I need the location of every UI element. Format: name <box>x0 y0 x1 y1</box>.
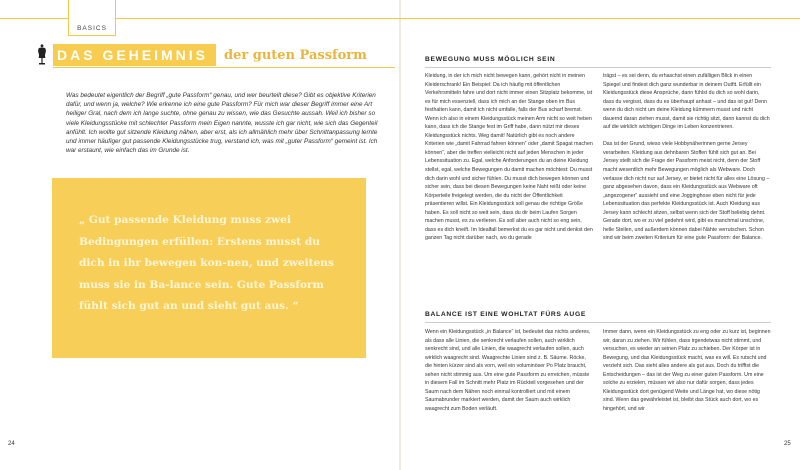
body-paragraph: Kleidung, in der ich mich nicht bewegen kann, gehört nicht in meinen Kleiderschrank! Ein Beispiel: Da ich häufig mit öffentlichen Verkehrsmitteln fahre und dort nicht immer einen Sitzplatz bekomme, ist es für mich essenziell, dass ich mich an der Stange oben im Bus festhalten kann, damit ich nicht umfalle, falls der Bus scharf bremst. Wenn ich also in einem Kleidungsstück meinen Arm nicht so weit heben kann, dass ich die Stange fest im Griff habe, dann nützt mir dieses Kleidungsstück nichts. Weg damit! Natürlich gibt es noch andere Kriterien wie „damit Fahrrad fahren können“ oder „damit Spagat machen können“, aber die treffen vielleicht nicht auf jeden Menschen in jeder Lebenssituation zu. Egal, welche Anforderungen du an deine Kleidung stellst, egal, welche Bewegungen du damit machen möchtest: Du musst dich darin wohl und sicher fühlen. Du musst dich bewegen können und sicher sein, dass bei diesen Bewegungen keine Naht reißt oder keine Körperteile freigelegt werden, die du nicht der Öffentlichkeit präsentieren willst. Ein Kleidungsstück soll genau die richtige Größe haben. Es soll nicht so weit sein, dass du dir beim Laufen Sorgen machen musst, es zu verlieren. Es soll aber auch nicht so eng sein, dass es dich kneift. Im Idealfall bemerkst du es gar nicht und denkst den ganzen Tag nicht darüber nach, wo du gerade <box>425 73 593 242</box>
section-heading: BALANCE IST EINE WOHLTAT FÜRS AUGE <box>425 311 587 318</box>
header-rule <box>116 18 800 19</box>
section-label: BASICS <box>77 25 107 32</box>
body-paragraph: trägst – es sei denn, du erhaschst einen zufälligen Blick in einen Spiegel und findest dich ganz wunderbar in deinem Outfit. Erfüllt ein Kleidungsstück diese Ansprüche, dann fühlst du dich so wohl darin, dass du vergisst, dass du es überhaupt anhast – und das ist gut! Denn wenn du dich nicht um deine Kleidung kümmern musst und nicht dauernd daran ziehen musst, damit sie richtig sitzt, dann kannst du dich auf die wirklich wichtigen Dinge im Leben konzentrieren. <box>603 73 770 131</box>
section-rule <box>425 67 771 68</box>
section-rule <box>425 322 771 323</box>
body-paragraph: Wenn ein Kleidungsstück „in Balance“ ist, bedeutet das nichts anderes, als dass alle Linien, die senkrecht verlaufen sollen, auch wirklich senkrecht sind, und alle Linien, die waagrecht verlaufen sollen, auch wirklich waagrecht sind. Waagrechte Linien sind z. B. Säume. Röcke, die hinten kürzer sind als vorn, weil ein voluminöser Po Platz braucht, sehen nicht stimmig aus. Um eine gute Passform zu erreichen, müsste in diesem Fall im Schnitt mehr Platz im Rückteil vorgesehen und der Saum nach dem Nähen noch einmal kontrolliert und mit einem Saumabrunder markiert werden, damit der Saum auch wirklich waagrecht zum Boden verläuft. <box>425 329 591 412</box>
text-column <box>425 328 593 422</box>
page-number-left: 24 <box>8 441 15 447</box>
section-heading: BEWEGUNG MUSS MÖGLICH SEIN <box>425 56 556 63</box>
text-column <box>425 72 593 251</box>
page-number-right: 25 <box>784 441 791 447</box>
text-column <box>603 328 771 422</box>
title-rule <box>53 67 395 68</box>
book-spine <box>399 0 401 470</box>
title-sub: der guten Passform <box>224 47 367 63</box>
pull-quote: „ Gut passende Kleidung muss zwei Bedingungen erfüllen: Erstens musst du dich in ihr bewegen kon-nen, und zweitens muss sie in Ba-lance sein. Gute Passform fühlt sich gut an und sieht gut aus. “ <box>79 214 334 312</box>
body-paragraph: Das ist der Grund, wieso viele Hobbynäherinnen gerne Jersey verarbeiten. Kleidung aus dehnbaren Stoffen fühlt sich gut an. Bei Jersey stellt sich die Frage der Passform meist nicht, denn der Stoff macht wesentlich mehr Bewegungen möglich als Webware. Doch verlasse dich nicht nur auf Jersey, er bietet nicht für alles eine Lösung – ganz abgesehen davon, dass ein Kleidungsstück aus Webware oft „angezogener“ aussieht und eine Jogginghose eben nicht für jede Lebenssituation das perfekte Kleidungsstück ist. Auch Kleidung aus Jersey kann schlecht sitzen, selbst wenn sich der Stoff beliebig dehnt. Gerade dort, wo er zu viel gedehnt wird, gibt es manchmal unschöne, helle Stellen, und außerdem können dabei Nähte verrutschen. Schon sind wir beim zweiten Kriterium für eine gute Passform: der Balance. <box>603 141 770 242</box>
section-tab <box>68 0 116 36</box>
body-paragraph: Immer dann, wenn ein Kleidungsstück zu eng oder zu kurz ist, beginnen wir, daran zu ziehen. Wir fühlen, dass irgendetwas nicht stimmt, und versuchen, es wieder an seinen Platz zu schieben. Der Körper ist in Bewegung, und das Kleidungsstück macht, was es will. Es rutscht und verzieht sich. Das sieht alles andere als gut aus. Doch du trifftst die Entscheidungen – das ist der Weg zu einer guten Passform. Um eine solche zu erzielen, müssen wir also nur dafür sorgen, dass jedes Kleidungsstück dort genügend Weite und Länge hat, wo diese nötig sind. Wenn das gewährleistet ist, bleibt das Stück auch dort, wo es hingehört, und wir <box>603 329 771 412</box>
header-rule-left <box>0 18 68 19</box>
text-column <box>603 72 771 251</box>
intro-paragraph: Was bedeutet eigentlich der Begriff „gute Passform“ genau, und wer beurteilt diese? Gibt es objektive Kriterien dafür, und wenn ja, welche? Wie erkenne ich eine gute Passform? Für mich war dieser Begriff immer eine Art heiliger Gral, nach dem ich lange suchte, ohne genau zu wissen, wie das Gesuchte aussah. Weil ich bisher so viele Kleidungsstücke mit schlechter Passform mein Eigen nannte, wusste ich gar nicht, wie sich das Gegenteil anfühlt. Ich wollte gut sitzende Kleidung nähen, aber erst, als ich allmählich mehr über Schnittanpassung lernte und immer häufiger gut passende Kleidungsstücke trug, verstand ich, was mit „guter Passform“ gemeint ist. Ich war erstaunt, wie einfach das im Grunde ist. <box>66 92 378 155</box>
chapter-title <box>53 44 367 66</box>
title-main: DAS GEHEIMNIS <box>53 44 216 66</box>
dress-form-icon <box>36 44 48 66</box>
